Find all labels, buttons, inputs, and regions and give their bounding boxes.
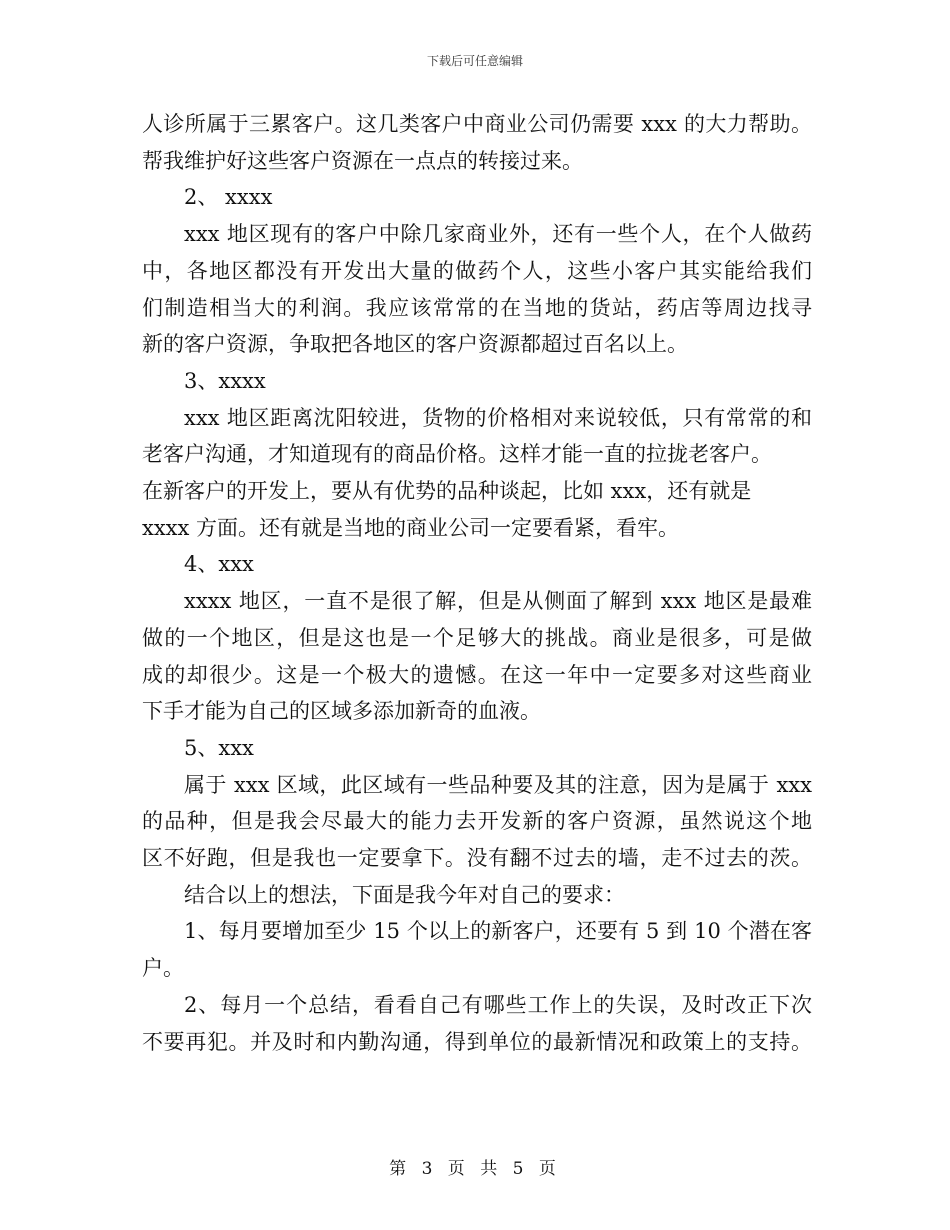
text-line: 户。	[142, 956, 184, 981]
text-line: 属于 xxx 区域，此区域有一些品种要及其的注意，因为是属于 xxx	[184, 772, 812, 797]
page-header: 下载后可任意编辑	[426, 54, 523, 68]
text-line: 结合以上的想法，下面是我今年对自己的要求：	[184, 882, 625, 907]
text-line: 5、xxx	[184, 735, 254, 760]
text-line: 帮我维护好这些客户资源在一点点的转接过来。	[142, 148, 583, 173]
text-line: 人诊所属于三累客户。这几类客户中商业公司仍需要 xxx 的大力帮助。	[142, 112, 812, 136]
text-line: xxx 地区现有的客户中除几家商业外，还有一些个人，在个人做药	[184, 222, 812, 247]
text-line: 3、xxxx	[184, 368, 266, 393]
text-line: 2、 xxxx	[184, 185, 273, 210]
text-line: 老客户沟通，才知道现有的商品价格。这样才能一直的拉拢老客户。	[142, 442, 772, 467]
text-line: 们制造相当大的利润。我应该常常的在当地的货站，药店等周边找寻	[142, 295, 812, 320]
text-line: 下手才能为自己的区域多添加新奇的血液。	[142, 699, 541, 724]
text-line: xxxx 地区，一直不是很了解，但是从侧面了解到 xxx 地区是最难	[184, 589, 812, 614]
text-line: 做的一个地区，但是这也是一个足够大的挑战。商业是很多，可是做	[142, 625, 812, 650]
text-line: 中，各地区都没有开发出大量的做药个人，这些小客户其实能给我们	[142, 258, 812, 283]
text-line: xxx 地区距离沈阳较进，货物的价格相对来说较低，只有常常的和	[184, 405, 812, 430]
text-line: 在新客户的开发上，要从有优势的品种谈起，比如 xxx，还有就是	[142, 479, 752, 504]
text-line: 区不好跑，但是我也一定要拿下。没有翻不过去的墙，走不过去的茨。	[142, 846, 812, 871]
document-body	[142, 106, 812, 1060]
text-line: 4、xxx	[184, 552, 254, 577]
text-line: 的品种，但是我会尽最大的能力去开发新的客户资源，虽然说这个地	[142, 809, 812, 834]
page-footer: 第 3 页 共 5 页	[389, 1159, 561, 1179]
text-line: 不要再犯。并及时和内勤沟通，得到单位的最新情况和政策上的支持。	[142, 1029, 812, 1054]
text-line: 新的客户资源，争取把各地区的客户资源都超过百名以上。	[142, 332, 688, 357]
text-line: xxxx 方面。还有就是当地的商业公司一定要看紧，看牢。	[142, 515, 680, 540]
text-line: 成的却很少。这是一个极大的遗憾。在这一年中一定要多对这些商业	[142, 662, 812, 687]
text-line: 2、每月一个总结，看看自己有哪些工作上的失误，及时改正下次	[184, 992, 812, 1017]
text-line: 1、每月要增加至少 15 个以上的新客户，还要有 5 到 10 个潜在客	[184, 919, 812, 944]
